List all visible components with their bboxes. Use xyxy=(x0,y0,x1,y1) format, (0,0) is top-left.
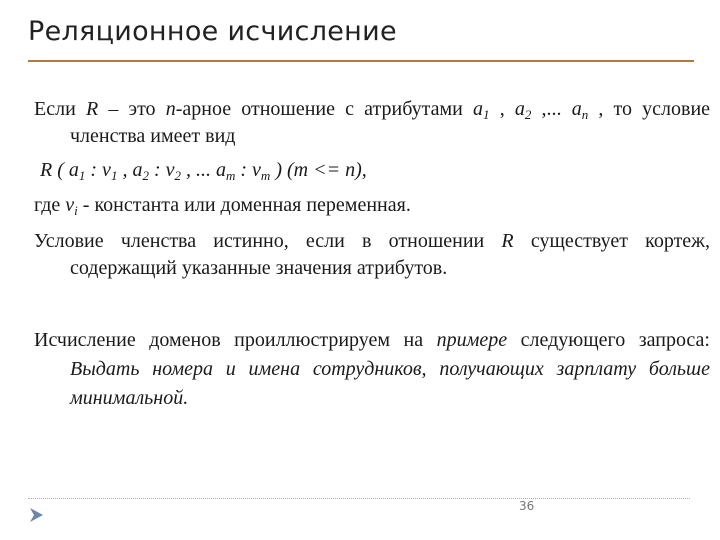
subscript: 1 xyxy=(78,168,86,183)
paragraph-relation-definition xyxy=(34,96,710,150)
text: , xyxy=(489,98,515,120)
variable-symbol: v xyxy=(65,194,75,216)
text: ,... xyxy=(531,98,572,120)
attribute-symbol: a xyxy=(514,98,525,120)
arity-symbol: n xyxy=(165,98,176,120)
query-text: Выдать номера и имена сотрудников, получающих зарплату больше минимальной. xyxy=(70,358,710,409)
subscript: 2 xyxy=(524,107,532,122)
text: Исчисление доменов проиллюстрируем на xyxy=(34,329,437,351)
emphasis-example: примере xyxy=(436,329,508,351)
text: Условие членства истинно, если в отношении xyxy=(34,230,502,252)
subscript: 1 xyxy=(483,107,490,122)
subscript: m xyxy=(225,168,236,183)
attribute-symbol: a xyxy=(571,98,582,120)
formula-part: , a xyxy=(117,159,143,181)
page-number: 36 xyxy=(519,499,535,513)
chevron-right-icon[interactable] xyxy=(28,507,46,523)
paragraph-example-query xyxy=(34,326,710,413)
text: – это xyxy=(98,98,166,120)
text: существует кортеж, содержащий указанные значения атрибутов. xyxy=(70,230,710,279)
formula-part: : v xyxy=(148,159,175,181)
text: следующего запроса: xyxy=(507,329,710,351)
subscript: 1 xyxy=(110,168,118,183)
formula-part: : v xyxy=(235,159,261,181)
membership-formula xyxy=(40,157,680,184)
subscript: 2 xyxy=(174,168,181,183)
subscript: i xyxy=(74,203,78,218)
attribute-symbol: a xyxy=(473,98,484,120)
footer-divider xyxy=(28,498,690,499)
subscript: 2 xyxy=(142,168,149,183)
text: - константа или доменная переменная. xyxy=(77,194,411,216)
formula-part: , ... a xyxy=(180,159,226,181)
paragraph-membership-truth xyxy=(34,228,710,282)
text: Если xyxy=(34,98,86,120)
formula-part: : v xyxy=(85,159,111,181)
text: , то условие членства имеет вид xyxy=(70,98,711,147)
subscript: n xyxy=(581,107,589,122)
relation-symbol: R xyxy=(85,98,99,120)
text: где xyxy=(34,194,66,216)
slide-title: Реляционное исчисление xyxy=(28,16,397,47)
subscript: m xyxy=(260,168,271,183)
text: -арное отношение с атрибутами xyxy=(175,98,474,120)
formula-part: R ( a xyxy=(40,159,79,181)
title-divider xyxy=(28,60,694,62)
paragraph-variable-note xyxy=(34,192,674,219)
relation-symbol: R xyxy=(501,230,514,252)
formula-part: ) (m <= n), xyxy=(270,159,367,181)
